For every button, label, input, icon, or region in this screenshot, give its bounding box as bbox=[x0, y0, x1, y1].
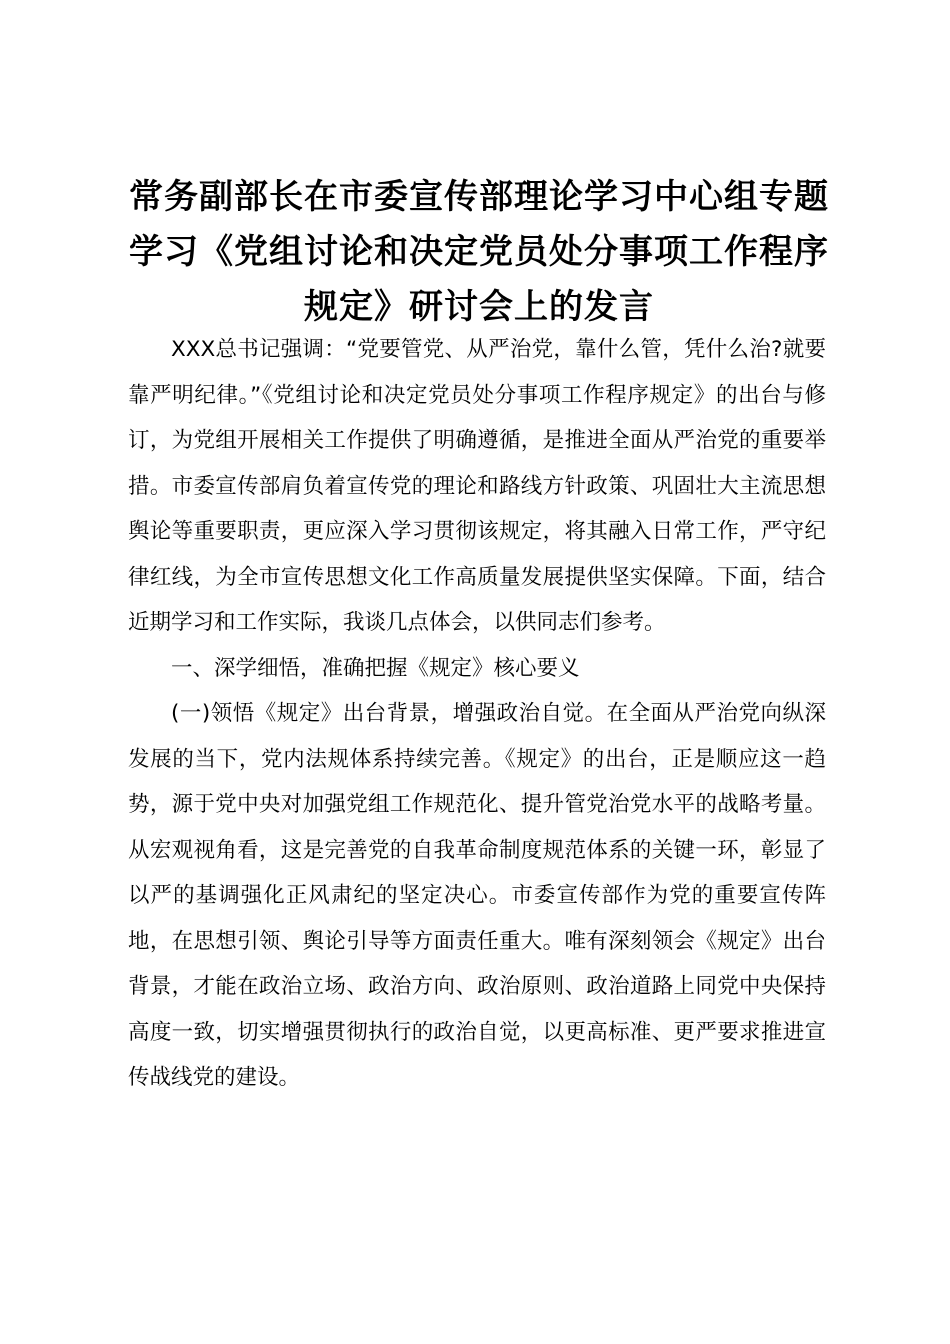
document-title bbox=[120, 170, 838, 335]
section-heading-1: 一、深学细悟，准确把握《规定》核心要义 bbox=[171, 655, 580, 681]
document-body bbox=[128, 327, 826, 1101]
title-line-2: 学习《党组讨论和决定党员处分事项工作程序 bbox=[129, 232, 829, 272]
intro-paragraph: XXX总书记强调：“党要管党、从严治党，靠什么管，凭什么治?就要靠严明纪律。”《党组讨论和决定党员处分事项工作程序规定》的出台与修订，为党组开展相关工作提供了明确遵循，是推进全面从严治党的重要举措。市委宣传部肩负着宣传党的理论和路线方针政策、巩固壮大主流思想舆论等重要职责，更应深入学习贯彻该规定，将其融入日常工作，严守纪律红线，为全市宣传思想文化工作高质量发展提供坚实保障。下面，结合近期学习和工作实际，我谈几点体会，以供同志们参考。 bbox=[128, 337, 826, 635]
title-line-3: 规定》研讨会上的发言 bbox=[304, 287, 654, 327]
subsection-paragraph-1-1: (一)领悟《规定》出台背景，增强政治自觉。在全面从严治党向纵深发展的当下，党内法规体系持续完善。《规定》的出台，正是顺应这一趋势，源于党中央对加强党组工作规范化、提升管党治党水平的战略考量。从宏观视角看，这是完善党的自我革命制度规范体系的关键一环，彰显了以严的基调强化正风肃纪的坚定决心。市委宣传部作为党的重要宣传阵地，在思想引领、舆论引导等方面责任重大。唯有深刻领会《规定》出台背景，才能在政治立场、政治方向、政治原则、政治道路上同党中央保持高度一致，切实增强贯彻执行的政治自觉，以更高标准、更严要求推进宣传战线党的建设。 bbox=[128, 701, 826, 1090]
title-line-1: 常务副部长在市委宣传部理论学习中心组专题 bbox=[129, 177, 829, 217]
